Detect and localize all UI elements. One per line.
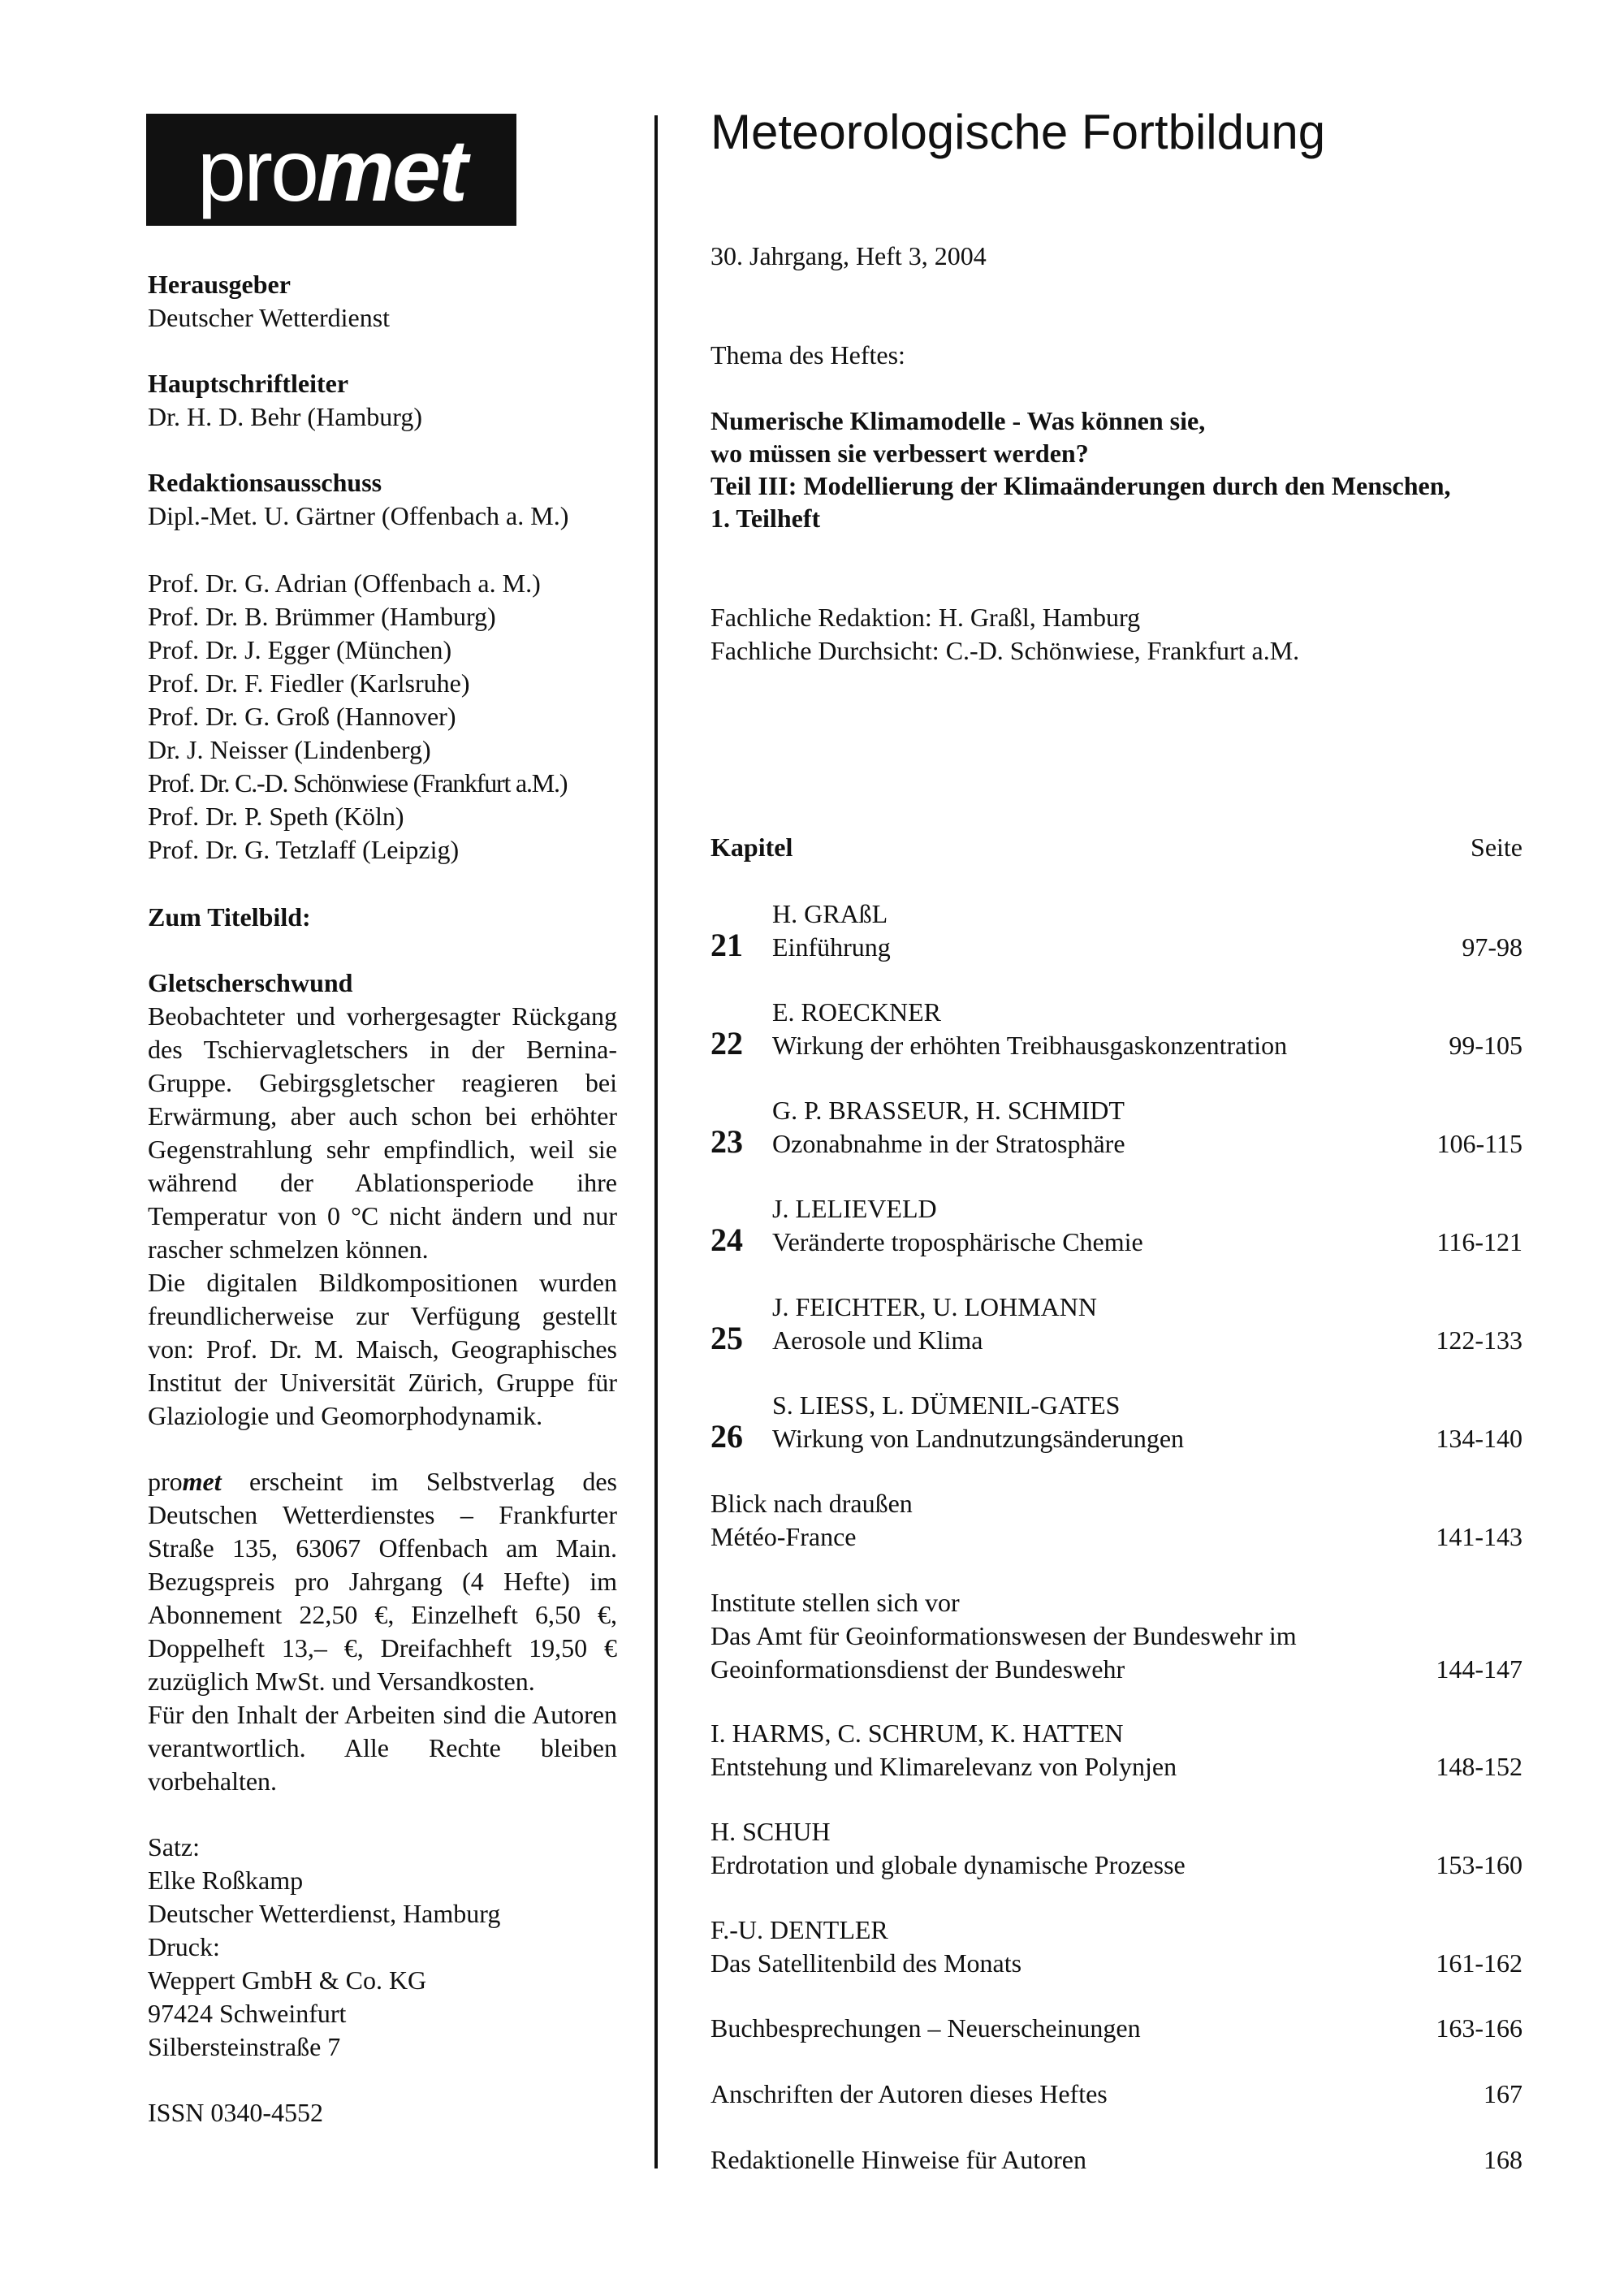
entry-line: Institute stellen sich vor — [710, 1588, 960, 1617]
chapter-number: 22 — [710, 1025, 743, 1062]
member: Prof. Dr. G. Tetzlaff (Leipzig) — [148, 835, 460, 864]
druck-line: Silbersteinstraße 7 — [148, 2032, 341, 2061]
entry-pages: 148-152 — [1436, 1752, 1522, 1781]
entry-line: Das Amt für Geoinformationswesen der Bundeswehr im — [710, 1621, 1297, 1650]
fach-durchsicht: Fachliche Durchsicht: C.-D. Schönwiese, Frankfurt a.M. — [710, 636, 1300, 665]
entry-pages: 141-143 — [1436, 1522, 1522, 1551]
verlag-body: erscheint im Selbstverlag des Deutschen Wetterdienstes – Frankfurter Straße 135, 63067 Offenbach am Main. Bezugspreis pro Jahrgang (4 Hefte) im Abonnement 22,50 €, Einzelheft 6,50 €, Doppelheft 13,– €, Dreifachheft 19,50 € zuzüglich MwSt. und Versandkosten. — [148, 1467, 617, 1696]
entry-line: I. HARMS, C. SCHRUM, K. HATTEN — [710, 1719, 1124, 1748]
chapter-author: J. FEICHTER, U. LOHMANN — [772, 1292, 1097, 1321]
chapter-entry — [710, 996, 1522, 1062]
chapter-title: Ozonabnahme in der Stratosphäre — [772, 1129, 1125, 1158]
promet-pro: pro — [148, 1467, 183, 1496]
chapter-pages: 106-115 — [1436, 1129, 1522, 1158]
druck-label: Druck: — [148, 1932, 220, 1961]
kapitel-label: Kapitel — [710, 832, 793, 862]
chapter-title: Wirkung der erhöhten Treibhausgaskonzentration — [772, 1031, 1288, 1060]
toc-entry — [710, 1913, 1522, 1980]
chapter-author: E. ROECKNER — [772, 997, 941, 1027]
chapter-pages: 122-133 — [1436, 1325, 1522, 1355]
logo-pro: pro — [197, 120, 317, 219]
column-divider — [654, 115, 658, 2168]
member: Prof. Dr. G. Adrian (Offenbach a. M.) — [148, 569, 541, 598]
druck-line: Weppert GmbH & Co. KG — [148, 1965, 427, 1995]
satz-label: Satz: — [148, 1832, 200, 1861]
gletscher-label: Gletscherschwund — [148, 968, 353, 997]
chapter-number: 25 — [710, 1320, 743, 1356]
thema-line: 1. Teilheft — [710, 504, 821, 533]
thema-line: Teil III: Modellierung der Klimaänderungen durch den Menschen, — [710, 471, 1451, 500]
verlag-text — [148, 1465, 617, 1698]
rechte-text: Für den Inhalt der Arbeiten sind die Autoren verantwortlich. Alle Rechte bleiben vorbehalten. — [148, 1700, 617, 1796]
toc-entry — [710, 1717, 1522, 1784]
entry-line: Erdrotation und globale dynamische Prozesse — [710, 1850, 1186, 1879]
entry-line: Blick nach draußen — [710, 1489, 913, 1518]
entry-line: Das Satellitenbild des Monats — [710, 1948, 1022, 1978]
chapter-author: S. LIESS, L. DÜMENIL-GATES — [772, 1390, 1121, 1420]
member: Prof. Dr. G. Groß (Hannover) — [148, 702, 456, 731]
chapter-pages: 99-105 — [1449, 1031, 1522, 1060]
chapter-number: 21 — [710, 927, 743, 963]
entry-pages: 168 — [1484, 2145, 1522, 2174]
herausgeber-label: Herausgeber — [148, 270, 291, 299]
toc-entry — [710, 1815, 1522, 1882]
chapter-pages: 97-98 — [1462, 932, 1522, 962]
member: Prof. Dr. B. Brümmer (Hamburg) — [148, 602, 496, 631]
issue-line: 30. Jahrgang, Heft 3, 2004 — [710, 241, 987, 270]
redaktion-label: Redaktionsausschuss — [148, 468, 382, 497]
member: Prof. Dr. F. Fiedler (Karlsruhe) — [148, 668, 470, 698]
entry-pages: 163-166 — [1436, 2013, 1522, 2043]
bild-text: Die digitalen Bildkompositionen wurden freundlicherweise zur Verfügung gestellt von: Prof. Dr. M. Maisch, Geographisches Institut der Universität Zürich, Gruppe für Glaziologie und Geomorphodynamik. — [148, 1268, 617, 1430]
chapter-title: Wirkung von Landnutzungsänderungen — [772, 1424, 1185, 1453]
chapter-entry — [710, 1389, 1522, 1455]
chapter-title: Einführung — [772, 932, 891, 962]
entry-line: F.-U. DENTLER — [710, 1915, 888, 1944]
satz-line: Elke Roßkamp — [148, 1866, 304, 1895]
chapter-pages: 134-140 — [1436, 1424, 1522, 1453]
chapter-number: 24 — [710, 1222, 743, 1258]
member: Dr. J. Neisser (Lindenberg) — [148, 735, 431, 764]
gletscher-text: Beobachteter und vorhergesagter Rückgang des Tschiervagletschers in der Bernina-Gruppe. Gebirgsgletscher reagieren bei Erwärmung, aber auch schon bei erhöhter Gegenstrahlung sehr empfindlich, weil sie während der Ablationsperiode ihre Temperatur von 0 °C nicht ändern und nur rascher schmelzen können. — [148, 1001, 617, 1264]
toc-header — [710, 832, 1522, 863]
thema-line: Numerische Klimamodelle - Was können sie, — [710, 406, 1206, 435]
left-column — [148, 268, 617, 2130]
chapter-title: Aerosole und Klima — [772, 1325, 983, 1355]
toc-entry — [710, 2143, 1522, 2177]
chapter-title: Veränderte troposphärische Chemie — [772, 1227, 1143, 1256]
entry-line: Anschriften der Autoren dieses Heftes — [710, 2079, 1108, 2108]
chapter-entry — [710, 897, 1522, 964]
druck-line: 97424 Schweinfurt — [148, 1999, 347, 2028]
entry-line: Météo-France — [710, 1522, 857, 1551]
entry-pages: 153-160 — [1436, 1850, 1522, 1879]
satz-line: Deutscher Wetterdienst, Hamburg — [148, 1899, 501, 1928]
thema-label: Thema des Heftes: — [710, 340, 905, 370]
member: Prof. Dr. C.-D. Schönwiese (Frankfurt a.M.) — [148, 768, 568, 798]
entry-line: Buchbesprechungen – Neuerscheinungen — [710, 2013, 1141, 2043]
toc-entry — [710, 2078, 1522, 2111]
member-list — [148, 567, 617, 867]
chapter-number: 23 — [710, 1123, 743, 1160]
entry-line: Redaktionelle Hinweise für Autoren — [710, 2145, 1086, 2174]
chapter-entry — [710, 1192, 1522, 1259]
herausgeber: Deutscher Wetterdienst — [148, 303, 391, 332]
seite-label: Seite — [1471, 832, 1522, 862]
toc-entry — [710, 1586, 1522, 1686]
toc-entry — [710, 1487, 1522, 1554]
fach-redaktion: Fachliche Redaktion: H. Graßl, Hamburg — [710, 603, 1141, 632]
entry-line: H. SCHUH — [710, 1817, 831, 1846]
chapter-entry — [710, 1094, 1522, 1161]
hauptschriftleiter: Dr. H. D. Behr (Hamburg) — [148, 402, 423, 431]
page-title: Meteorologische Fortbildung — [710, 105, 1326, 159]
chapter-entry — [710, 1291, 1522, 1357]
redaktion: Dipl.-Met. U. Gärtner (Offenbach a. M.) — [148, 501, 569, 530]
entry-line: Geoinformationsdienst der Bundeswehr — [710, 1654, 1125, 1684]
member: Prof. Dr. P. Speth (Köln) — [148, 802, 404, 831]
logo-met: met — [317, 120, 466, 219]
issn: ISSN 0340-4552 — [148, 2098, 324, 2127]
thema-line: wo müssen sie verbessert werden? — [710, 439, 1089, 468]
entry-pages: 167 — [1484, 2079, 1522, 2108]
promet-met: met — [182, 1467, 222, 1496]
chapter-author: J. LELIEVELD — [772, 1194, 937, 1223]
entry-pages: 161-162 — [1436, 1948, 1522, 1978]
entry-pages: 144-147 — [1436, 1654, 1522, 1684]
toc-entry — [710, 2012, 1522, 2045]
promet-logo — [146, 114, 516, 226]
titelbild-label: Zum Titelbild: — [148, 902, 311, 932]
chapter-number: 26 — [710, 1418, 743, 1455]
hauptschriftleiter-label: Hauptschriftleiter — [148, 369, 349, 398]
member: Prof. Dr. J. Egger (München) — [148, 635, 452, 664]
entry-line: Entstehung und Klimarelevanz von Polynjen — [710, 1752, 1177, 1781]
chapter-author: H. GRAßL — [772, 899, 888, 928]
chapter-pages: 116-121 — [1436, 1227, 1522, 1256]
chapter-author: G. P. BRASSEUR, H. SCHMIDT — [772, 1096, 1125, 1125]
